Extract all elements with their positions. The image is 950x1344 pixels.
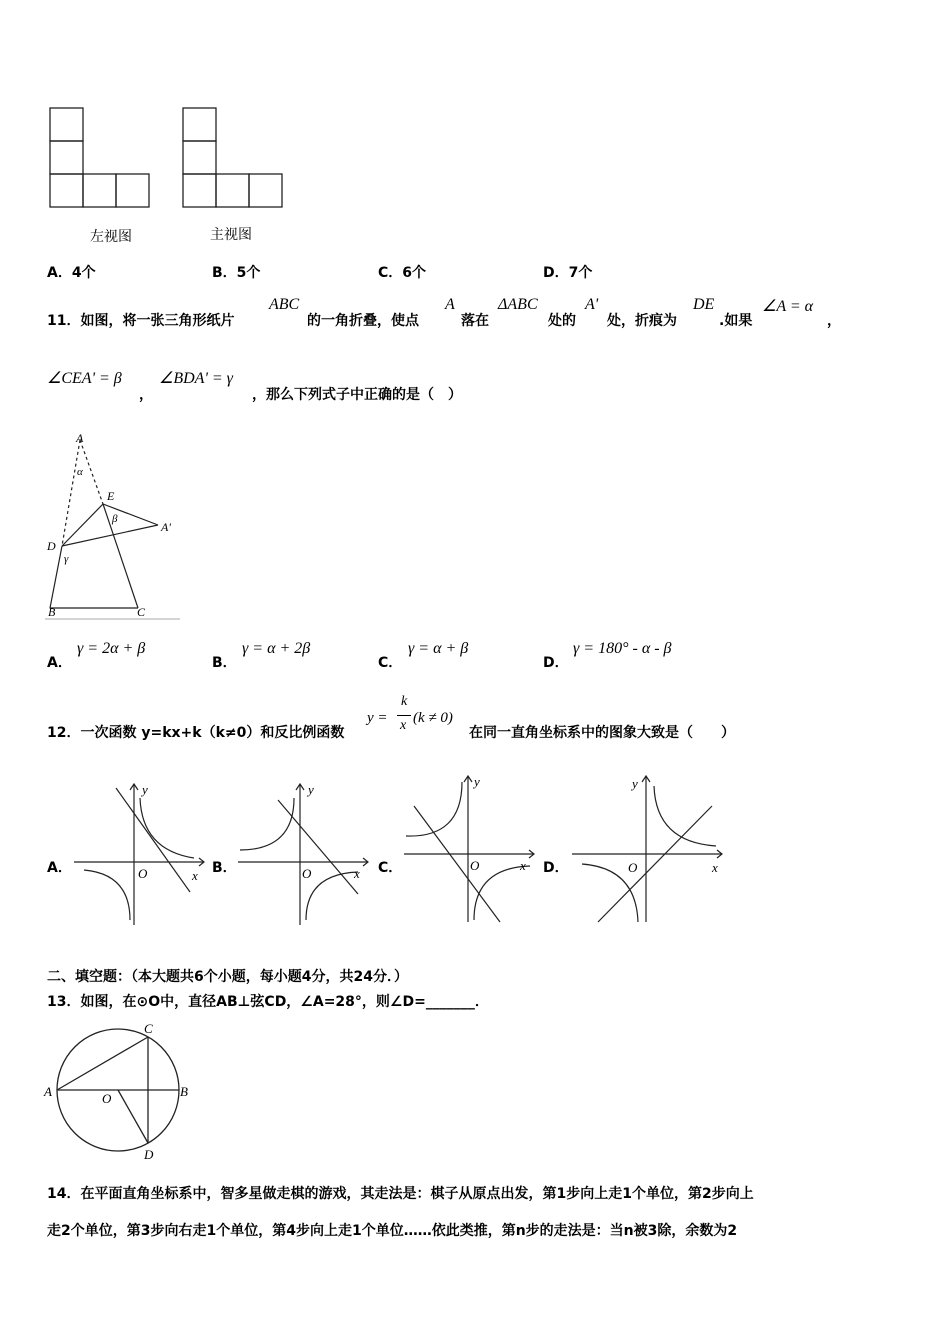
q10-option-b[interactable]: B．5个 xyxy=(212,265,261,281)
svg-text:y: y xyxy=(474,774,480,789)
q11-triangle-figure xyxy=(40,428,190,623)
q12-option-b[interactable]: B． xyxy=(212,860,237,876)
svg-text:x: x xyxy=(354,866,360,881)
fig-label-gamma: γ xyxy=(64,553,69,565)
fig-label-d: D xyxy=(47,539,56,553)
fig-label-c: C xyxy=(144,1021,153,1036)
q10-option-d[interactable]: D．7个 xyxy=(543,265,593,281)
front-view-caption: 主视图 xyxy=(210,227,252,243)
fig-label-b: B xyxy=(48,605,56,619)
q10-option-c[interactable]: C．6个 xyxy=(378,265,427,281)
svg-text:x: x xyxy=(192,868,198,883)
q12-option-a[interactable]: A． xyxy=(47,860,72,876)
q12-graph-a xyxy=(72,780,212,930)
svg-text:y: y xyxy=(308,782,314,797)
fig-label-c: C xyxy=(137,605,146,619)
q12-option-c[interactable]: C． xyxy=(378,860,403,876)
left-view-caption: 左视图 xyxy=(90,229,132,245)
svg-text:x: x xyxy=(712,860,718,875)
svg-text:y: y xyxy=(632,776,638,791)
fig-label-b: B xyxy=(180,1084,188,1099)
svg-text:x: x xyxy=(520,858,526,873)
fig-label-aprime: A′ xyxy=(161,520,171,534)
svg-text:y: y xyxy=(142,782,148,797)
section2-heading: 二、填空题：（本大题共6个小题，每小题4分，共24分．） xyxy=(47,969,408,985)
q13-stem: 13．如图，在⊙O中，直径AB⊥弦CD，∠A=28°，则∠D=_______． xyxy=(47,994,489,1010)
q13-circle-figure xyxy=(40,1020,200,1165)
q14-line2: 走2个单位，第3步向右走1个单位，第4步向上走1个单位……依此类推，第n步的走法是：当n被3除，余数为2 xyxy=(47,1223,738,1239)
q12-graph-b xyxy=(236,780,376,930)
svg-text:O: O xyxy=(628,860,638,875)
q12-graph-c xyxy=(402,772,542,932)
fig-label-a: A xyxy=(76,431,84,445)
q14-line1: 14．在平面直角坐标系中，智多星做走棋的游戏，其走法是：棋子从原点出发，第1步向上走1个单位，第2步向上 xyxy=(47,1186,754,1202)
q10-views-figure xyxy=(40,100,300,250)
fig-label-o: O xyxy=(102,1091,112,1106)
q12-graph-d xyxy=(570,772,730,932)
fig-label-beta: β xyxy=(112,513,118,525)
svg-text:O: O xyxy=(302,866,312,881)
svg-text:O: O xyxy=(138,866,148,881)
left-view-grid xyxy=(50,108,149,207)
fig-label-alpha: α xyxy=(77,466,83,478)
front-view-grid xyxy=(183,108,282,207)
fig-label-e: E xyxy=(107,489,115,503)
svg-text:O: O xyxy=(470,858,480,873)
q12-option-d[interactable]: D． xyxy=(543,860,569,876)
fig-label-a: A xyxy=(44,1084,52,1099)
q10-option-a[interactable]: A．4个 xyxy=(47,265,96,281)
fig-label-d: D xyxy=(144,1147,154,1162)
